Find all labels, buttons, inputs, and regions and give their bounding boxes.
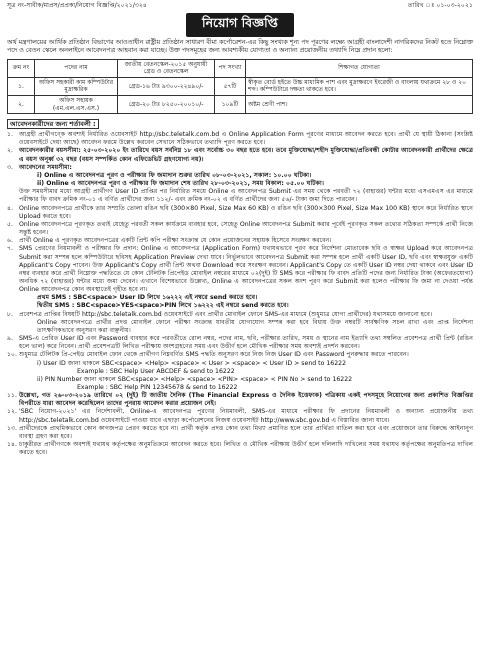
row-serial: ২. [8, 95, 35, 113]
term-number: ১. [7, 131, 13, 139]
term-number: ৮. [7, 310, 13, 318]
row-post-name: অফিস সহকারী কাম কম্পিউটার মুদ্রাক্ষরিক [35, 77, 118, 95]
term-number: ২. [7, 147, 13, 155]
term-number: ১৪. [7, 441, 17, 449]
term-text: প্রার্থী Online এ পূরণকৃত আবেদনপত্রের একটি প্রিন্ট কপি পরীক্ষা সংক্রান্ত যে কোন প্রয়োজনের সহায়ক হিসেবে সংরক্ষণ করবেন। [19, 237, 332, 245]
term-item [7, 408, 473, 424]
posts-table [7, 59, 473, 115]
term-number: ১১. [7, 392, 17, 400]
term-number: ১২. [7, 408, 18, 416]
term-text: Example : SBC Help User ABCDEF & send to 16222 [77, 367, 235, 375]
term-text: প্রথম SMS : SBC<space> User ID লিখে ১৬২২২ এই নম্বরে send করতে হবে। [37, 294, 258, 302]
term-item [7, 335, 473, 351]
term-number: ৩. [7, 163, 13, 171]
terms-heading-wrapper [7, 118, 473, 130]
table-row [8, 95, 473, 113]
term-text: চাকুরীরত প্রার্থীগণকে অবশ্যই যথাযথ কর্তৃপক্ষের অনুমতিক্রমে আবেদন করতে হবে। লিখিত ও মৌখিক পরীক্ষায় উত্তীর্ণ হলে দলিলাদি দাখিলের সময় যথাযথ কর্তৃপক্ষের অনুমতিপত্র দাখিল করতে হবে। [19, 441, 473, 457]
term-subitem [7, 172, 473, 180]
term-subitem [7, 319, 473, 335]
posts-table-header [8, 59, 473, 77]
term-item [7, 205, 473, 221]
row-serial: ১. [8, 77, 35, 95]
term-item [7, 164, 473, 172]
term-text: দ্বিতীয় SMS : SBC<space>YES<space>PIN লিখে ১৬২২২ এই নম্বরে send করতে হবে। [37, 302, 289, 310]
term-subitem [7, 368, 473, 376]
row-post-name: অফিস সহায়ক (এম.এল.এস.এস.) [35, 95, 118, 113]
term-text: উক্ত সময়সীমার মধ্যে আগ্রহী প্রার্থীগণ User ID প্রাপ্তির পর নির্ধারিত সময়ে Online এ আবেদনপত্র Submit এর সময় থেকে পরবর্তী ৭২ (বাহাত্তর) ঘন্টার মধ্যে এসএমএস এর মাধ্যমে পরীক্ষার ফি বাবদ ক্রমিক নং-০১ এ বর্ণিত প্রার্থীদের জন্য ১১২/- এবং ক্রমিক নং-০২ এ বর্ণিত প্রার্থীদের জন্য ৫৬/- টাকা জমা দিতে পারবেন। [19, 188, 473, 204]
term-item [7, 425, 473, 441]
title-wrapper [7, 12, 473, 37]
intro-paragraph: অর্থ মন্ত্রণালয়ের আর্থিক প্রতিষ্ঠান বিভাগের আওতাধীন রাষ্ট্রীয় প্রতিষ্ঠান সাধারণ বীমা কর্পোরেশন-এর কিছু সংখ্যক শূন্য পদ পূরণের লক্ষ্যে আগ্রহী বাংলাদেশী নাগরিকদের নিকট হতে নিম্নোক্ত পদে ও বেতন স্কেলে অনলাইনে আবেদনপত্র আহবান করা যাচ্ছে। উক্ত পদসমূহের জন্য আবশ্যকীয় যোগ্যতা ও অন্যান্য প্রয়োজনীয় তথ্যাদি নিম্নে প্রদান হলো: [7, 39, 473, 55]
term-subitem [7, 302, 473, 310]
term-text: আবেদনের সময়সীমা: [19, 163, 72, 171]
term-text: Online আবেদনপত্রে প্রার্থীর প্রদত্ত মোবাইল ফোনে পরীক্ষা সংক্রান্ত যাবতীয় যোগাযোগ সম্পন্ন করা হবে বিধায় উক্ত নম্বরটি সার্বক্ষণিক সচল রাখা এবং প্রাপ্ত নির্দেশনা তাৎক্ষণিকভাবে অনুসরণ করা বাঞ্ছনীয়। [37, 318, 473, 334]
table-row [8, 77, 473, 95]
header-serial: ক্রম নং [8, 59, 35, 77]
row-qualification: অষ্টম শ্রেণী পাশ। [246, 95, 473, 113]
term-text: প্রার্থীদেরকে প্রাথমিকভাবে কোন কাগজপত্র প্রেরণ করতে হবে না। প্রার্থী কর্তৃক প্রদত্ত কোন তথ্য মিথ্যা প্রমাণিত হলে তার প্রার্থিতা বাতিল করা হবে এবং প্রয়োজনে তার বিরুদ্ধে আইনানুগ ব্যবস্থা গ্রহণ করা হবে। [19, 424, 473, 440]
term-number [7, 188, 19, 204]
term-text: আবেদনকারীর বয়সসীমা: ২৫-০৩-২০২০ ইং তারিখে বয়স সর্বনিম্ন ১৮ এবং সর্বোচ্চ ৩০ বছর হতে হবে। তবে মুক্তিযোদ্ধা/শহীদ মুক্তিযোদ্ধা/প্রতিবন্ধী কোটার আবেদনকারী প্রার্থীদের ক্ষেত্রে এ বয়স অনূর্ধ্ব ৩২ বছর (বয়স সম্পর্কিত কোন এফিডেভিট গ্রহণযোগ্য নয়)। [19, 147, 473, 163]
term-number: ১০. [7, 351, 18, 359]
term-subitem [7, 384, 473, 392]
reference-number: সূত্র নং-সাবীক/মাপ্রস/প্রপ্রকা/নিয়োগ বিজ্ঞপ্তি/২০২১/৩২৪ [7, 2, 147, 9]
term-item [7, 351, 473, 359]
terms-heading: আবেদনকারীদের জন্য শর্তাবলী : [7, 119, 99, 129]
term-number: ৫. [7, 220, 13, 228]
reference-row [7, 2, 473, 11]
term-text: Online আবেদনপত্রে প্রার্থীকে তার সম্প্রতি তোলা রঙিন ছবি (300×80 Pixel, Size Max 60 KB) ও রঙিন ছবি (300×300 Pixel, Size Max 100 KB) স্থানে করে নির্ধারিত স্থানে Upload করতে হবে। [19, 204, 473, 220]
term-item [7, 441, 473, 457]
term-text: আগ্রহী প্রার্থীগণ্কে অবশ্যই নির্ধারিত ওয়েবসাইট http://sbc.teletalk.com.bd এ Online Application Form পূরণের মাধ্যমে আবেদন করতে হবে। প্রার্থী যে স্থায়ী ঠিকানা (সংশ্লিষ্ট ওয়েবসাইটে দেয়া আছে) আবেদন ফরমে উল্লেখ করবেন সেখানে সঠিকভাবে তথ্যাদি পূরণ করতে হবে। [19, 131, 473, 147]
term-number: ৬. [7, 237, 13, 245]
header-grade: জাতীয় বেতনস্কেল-২০১৫ অনুযায়ী গ্রেড ও বেতনস্কেল [118, 59, 215, 77]
term-number: ৭. [7, 245, 13, 253]
term-number: ১৩. [7, 424, 18, 432]
notice-date: তারিখ ঃ ০১-০৩-২০২১ [407, 2, 473, 9]
term-item [7, 147, 473, 163]
row-grade: গ্রেড-২০ টাঃ ৮২৫০-২০০১০/- [118, 95, 215, 113]
term-item [7, 245, 473, 294]
terms-list [7, 131, 473, 457]
term-text: i) Online এ আবেদনপত্র পূরণ ও পরীক্ষার ফি জমাদান শুরুর তারিখ ০৮-০৩-২০২১, সকাল: ১০.০০ ঘটিকা। [37, 171, 312, 179]
header-post-name: পদের নাম [35, 59, 118, 77]
term-text: Example : SBC Help PIN 12345678 & send to 16222 [77, 384, 238, 391]
notice-title: নিয়োগ বিজ্ঞপ্তি [186, 13, 294, 37]
header-post-count: পদ সংখ্যা [215, 59, 246, 77]
row-post-count: ১০৯টি [215, 95, 246, 113]
term-text: ii) PIN Number জানা থাকলে SBC<space> <Help> <space> <PIN> <space> < PIN No > send to 16222 [37, 375, 353, 383]
term-subitem [7, 360, 473, 368]
row-grade: গ্রেড-১৬ টাঃ ৯৩০০-২২৪৯০/- [118, 77, 215, 95]
term-item [7, 131, 473, 147]
header-qualification: শিক্ষাগত যোগ্যতা [246, 59, 473, 77]
term-number: ৯. [7, 335, 13, 343]
term-number: ৪. [7, 204, 13, 212]
term-text: উল্লেখ্য, গত ২৬-০৩-২০১৯ তারিখে ০২ (দুই) টি জাতীয় দৈনিক (The Financial Express ও দৈনিক ইত্তেফাক) পত্রিকায় একই পদসমূহে নিয়োগের জন্য প্রকাশিত বিজ্ঞপ্তির বিপরীতে যারা আবেদন করেছিলেন তাদের পুনরায় আবেদন করার প্রয়োজন নেই। [19, 392, 473, 408]
term-text: ii) Online এ আবেদনপত্র পূরণ ও পরীক্ষার ফি জমাদান শেষ তারিখ ২৮-০৩-২০২১, সময় বিকাল: ০৫.০০ ঘটিকা। [37, 180, 324, 188]
term-subitem [7, 376, 473, 384]
term-item [7, 311, 473, 319]
term-item [7, 392, 473, 408]
term-text: 'SBC নিয়োগ-২০২১' এর নির্দেশাবলী, Online-এ আবেদনপত্র পূরণের নিয়মাবলী, SMS-এর মাধ্যমে পরীক্ষার ফি প্রদানের নিয়মাবলী ও অন্যান্য প্রয়োজনীয় তথ্য http://sbc.teletalk.com.bd ওয়েবসাইটে পাওয়া যাবে এছাড়া কর্পোরেশনের নিজস্ব ওয়েবসাইট http://www.sbc.gov.bd এ বিস্তারিত জানা যাবে। [19, 408, 473, 424]
term-text: SMS প্রেরণের নিয়মাবলী ও পরীক্ষার ফি প্রদান: Online এ আবেদনপত্র (Application Form) যথাযথভাবে পূরণ করে নির্দেশনা মোতাবেক ছবি ও স্বাক্ষর Upload করে আবেদনপত্র Submit করা সম্পন্ন হলে কম্পিউটারে ছবিসহ Application Preview দেখা যাবে। নির্ভুলভাবে আবেদনপত্র Submit করা সম্পন্ন হলে প্রার্থী একটি User ID, ছবি এবং স্বাক্ষরযুক্ত একটি Applicant's Copy পাবেন। উক্ত Applicant's Copy প্রার্থী প্রিন্ট অথবা Download করে সংরক্ষণ করবেন। Applicant's Copy তে একটি User ID নম্বর দেয়া থাকবে এবং User ID নম্বর ব্যবহার করে প্রার্থী নিম্নোক্ত পদ্ধতিতে যে কোন টেলিটক প্রিপেইড মোবাইল নম্বরের মাধ্যমে ০২(দুই) টি SMS করে পরীক্ষার ফি বাবদ প্রতিটি পদের জন্য নির্ধারিত টাকা (অফেরতযোগ্য) অনধিক ৭২ (বাহাত্তর) ঘন্টার মধ্যে জমা দেবেন। এখানে বিশেষভাবে উল্লেখ্য, Online এ আবেদনপত্রের সকল অংশ পূরণ করে Submit করা হলেও পরীক্ষার ফি জমা না দেওয়া পর্যন্ত Online আবেদনপত্র কোন অবস্থাতেই গৃহীত হবে না। [19, 245, 473, 294]
term-item [7, 188, 473, 204]
term-text: প্রবেশপত্র প্রাপ্তির বিষয়টি http://sbc.teletalk.com.bd ওয়েবসাইটে এবং প্রার্থীর মোবাইল ফোনে SMS-এর মাধ্যমে (শুধুমাত্র যোগ্য প্রার্থীদের) যথাসময়ে জানানো হবে। [19, 310, 433, 318]
row-qualification: স্বীকৃত বোর্ড হইতে উচ্চ মাধ্যমিক পাশ এবং মুদ্রাক্ষরণে ইংরেজী ও বাংলায় যথাক্রমে ২৮ ও ২০ শব্দ। কম্পিউটারে দক্ষতা থাকতে হবে। [246, 77, 473, 95]
term-text: SMS-এ প্রেরিত User ID এবং Password ব্যবহার করে পরবর্তীতে রোল নম্বর, পদের নাম, ছবি, পরীক্ষার তারিখ, সময় ও স্থানের নাম ইত্যাদি তথ্য সম্বলিত প্রবেশপত্র প্রার্থী প্রিন্ট (রঙিন হলে ভাল) করে নিবেন। প্রার্থী প্রবেশপত্রটি লিখিত পরীক্ষায় অংশগ্রহণের সময় এবং উত্তীর্ণ হলে মৌখিক পরীক্ষার সময় অবশ্যই প্রদর্শন করবেন। [19, 335, 473, 351]
term-text: i) User ID জানা থাকলে SBC<space> <Help> <space> < User > <space> < User ID > send to 16222 [37, 359, 347, 367]
row-post-count: ৫৭টি [215, 77, 246, 95]
term-item [7, 221, 473, 237]
term-text: Online আবেদনপত্রে পূরণকৃত তথ্যই যেহেতু পরবর্তী সকল কার্যক্রমে ব্যবহার হবে, সেহেতু Online আবেদনপত্র Submit করার পূর্বেই পূরণকৃত সকল তথ্যের সঠিকতা সম্পর্কে প্রার্থী নিজে সন্তুষ্ট হবেন। [19, 220, 473, 237]
term-text: শুধুমাত্র টেলিটক প্রি-পেইড মোবাইল ফোন থেকে প্রার্থীগণ নিম্নবর্ণিত SMS পদ্ধতি অনুসরণ করে নিজ নিজ User ID এবং Password পুনরুদ্ধার করতে পারবেন। [19, 351, 409, 359]
